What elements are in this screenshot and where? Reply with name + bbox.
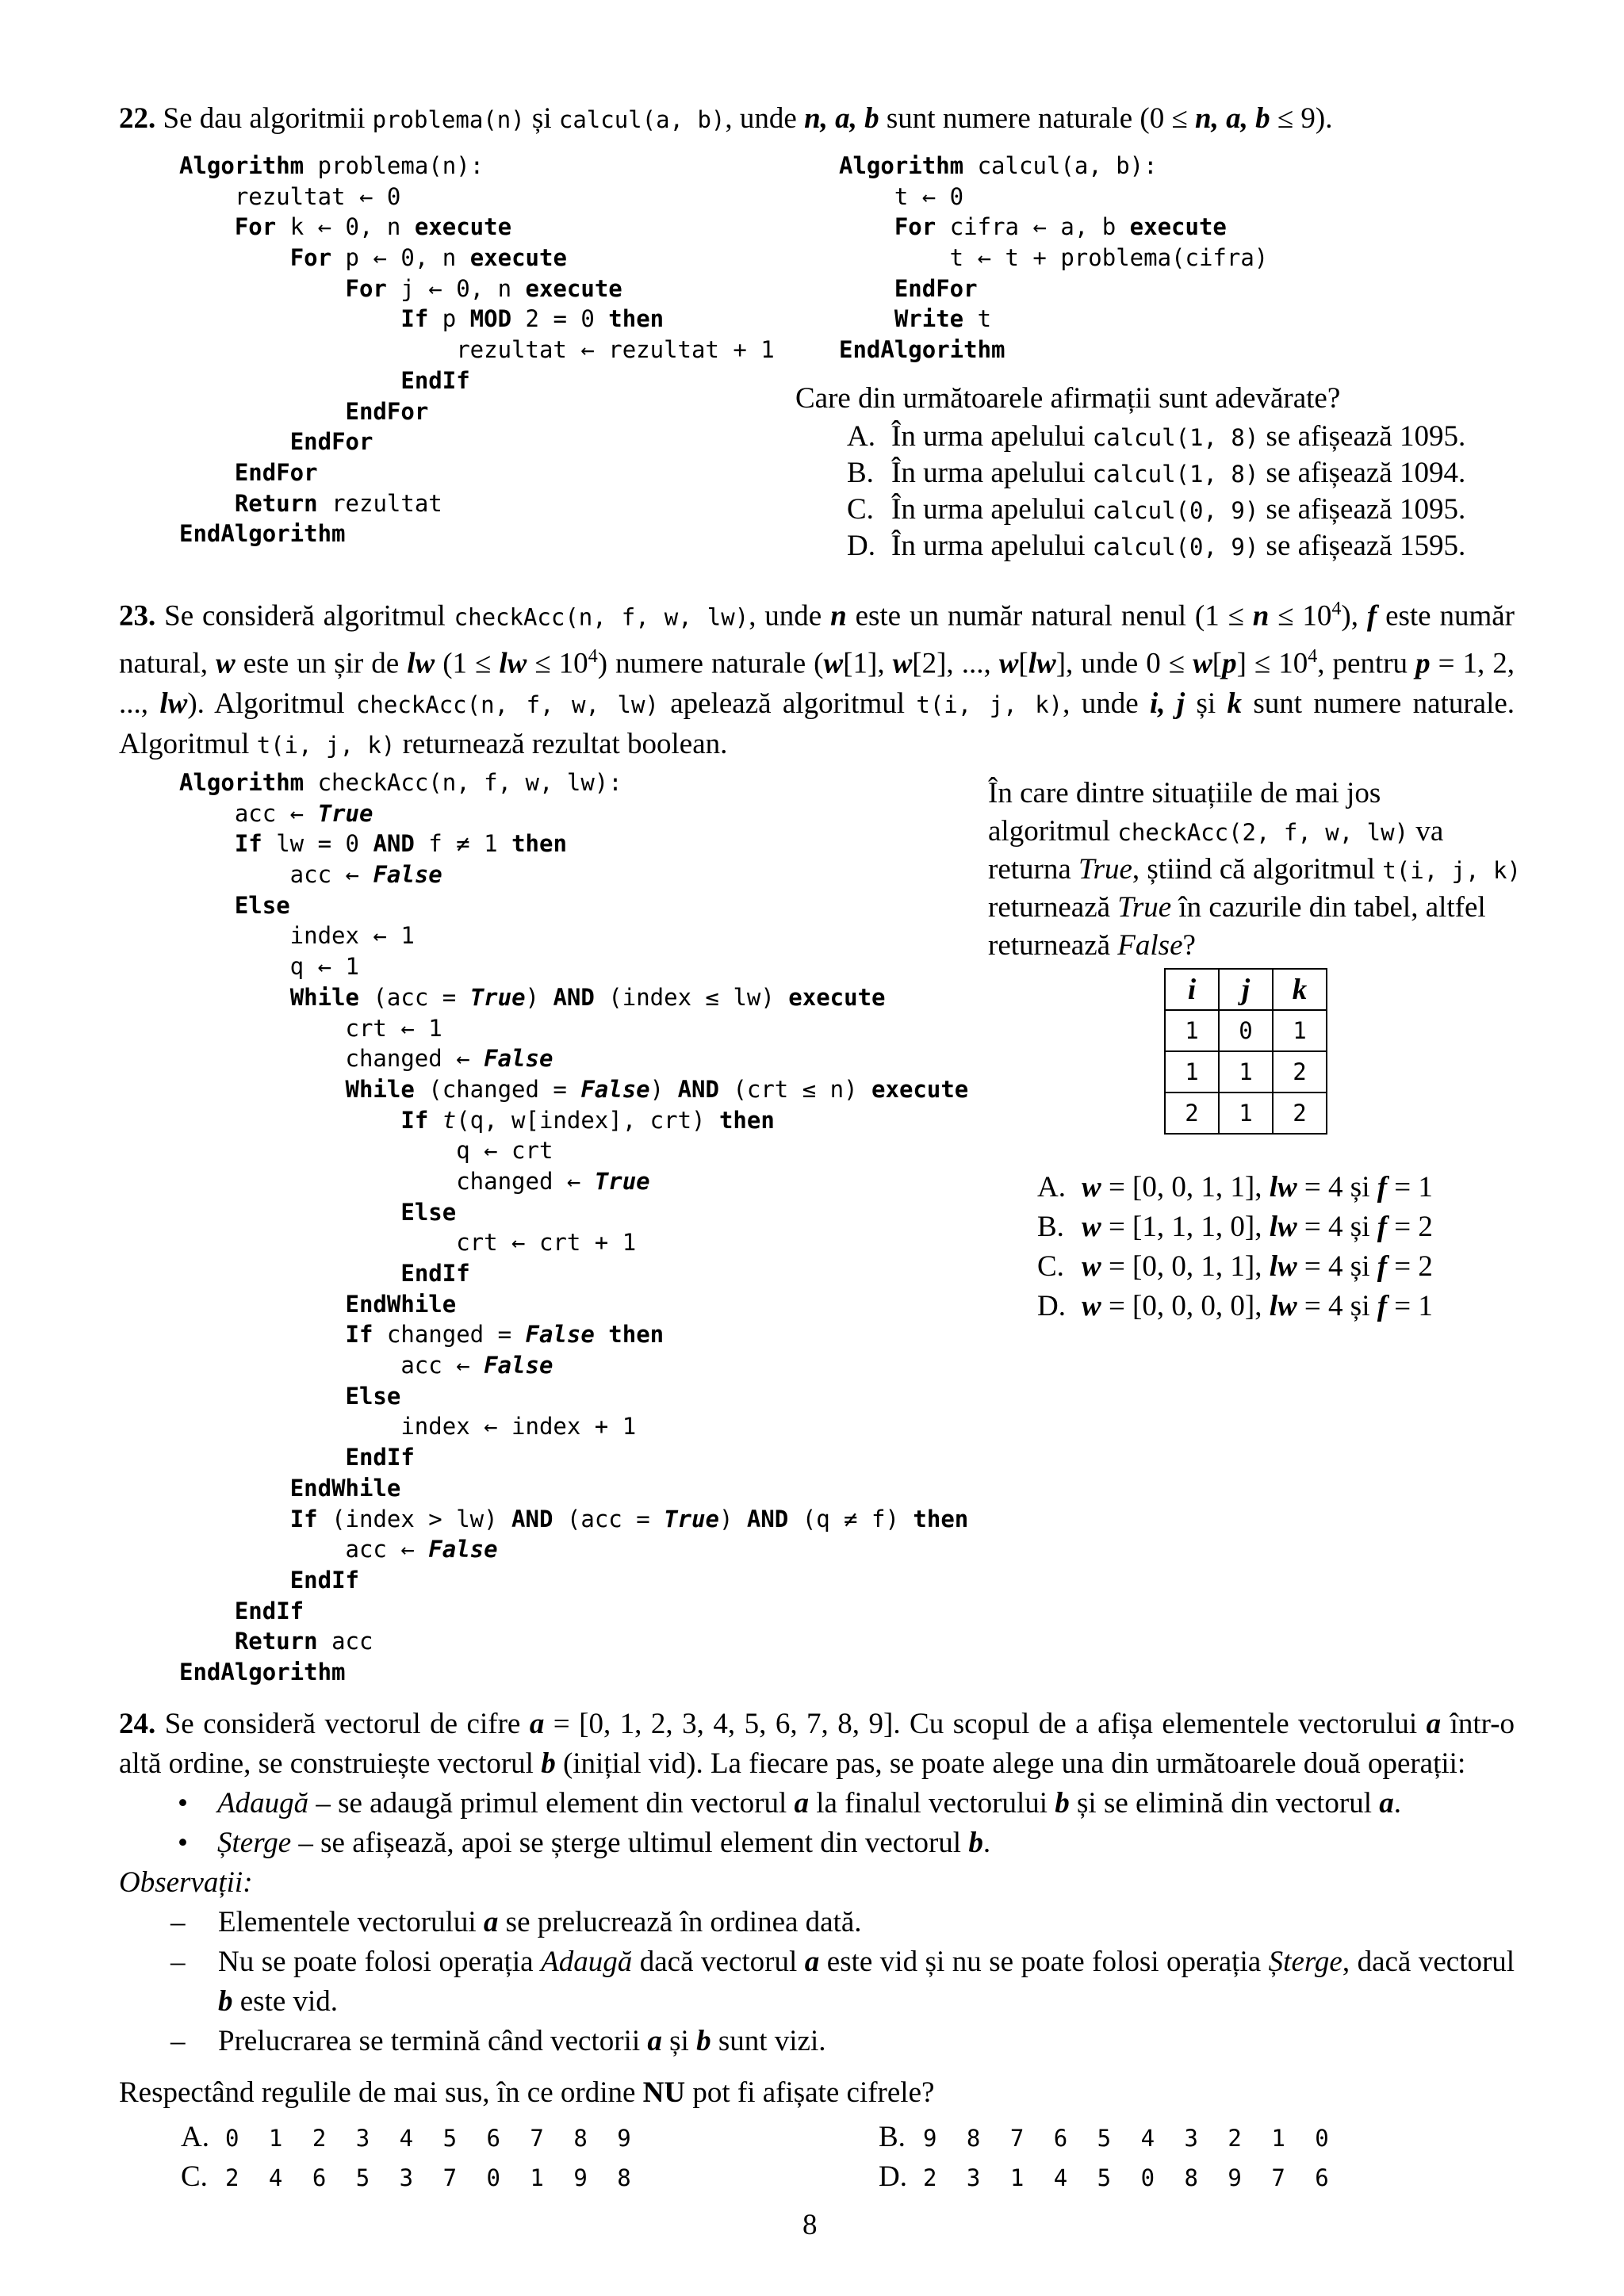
code-keyword: MOD	[469, 305, 512, 333]
code-keyword: AND	[511, 1505, 553, 1533]
code-token: crt ← 1	[179, 1014, 442, 1042]
code-keyword: then	[511, 830, 567, 858]
code-keyword: EndFor	[345, 397, 429, 425]
code-line	[179, 920, 968, 951]
code-keyword: If	[345, 1321, 373, 1349]
code-keyword: t	[442, 1106, 457, 1134]
q22-option-d[interactable]: D. În urma apelului calcul(0, 9) se afișează 1595.	[847, 530, 1466, 562]
code-token	[428, 1107, 442, 1134]
code-keyword: EndFor	[894, 274, 978, 302]
table-cell: 2	[1273, 1051, 1327, 1093]
q23-option-c[interactable]: C. w = [0, 0, 1, 1], lw = 4 și f = 2	[1037, 1250, 1433, 1283]
q22-statement: 22. Se dau algoritmii problema(n) și calcul(a, b), unde n, a, b sunt numere naturale (0 ≤ n, a, b ≤ 9).	[119, 102, 1333, 135]
code-keyword: then	[608, 1321, 665, 1349]
code-token: )	[649, 1075, 678, 1103]
code-keyword: For	[345, 274, 387, 302]
code-line	[179, 982, 968, 1013]
code-token: index ← index + 1	[179, 1413, 637, 1441]
code-keyword: EndWhile	[289, 1474, 401, 1502]
code-keyword: execute	[871, 1075, 969, 1103]
code-token	[179, 984, 290, 1011]
code-keyword: EndAlgorithm	[179, 1658, 346, 1686]
code-token	[179, 830, 235, 857]
code-token: acc ←	[179, 1352, 485, 1380]
q22-option-c[interactable]: C. În urma apelului calcul(0, 9) se afișează 1095.	[847, 493, 1466, 526]
code-keyword: False	[484, 1045, 553, 1073]
dash-icon: –	[170, 1946, 186, 1978]
code-token	[179, 1567, 290, 1594]
code-token	[179, 398, 346, 425]
q22-number: 22.	[119, 102, 156, 135]
q24-statement: 24. Se consideră vectorul de cifre a = [0, 1, 2, 3, 4, 5, 6, 7, 8, 9]. Cu scopul de a afișa elementele vectorului a într-o altă ordine, se construiește vectorul b (inițial vid). La fiecare pas, se poate alege una din următoarele două operații:	[119, 1708, 1515, 1780]
code-keyword: Algorithm	[179, 152, 304, 179]
q23-option-b[interactable]: B. w = [1, 1, 1, 0], lw = 4 și f = 2	[1037, 1211, 1433, 1243]
code-token: (q ≠ f)	[788, 1505, 914, 1533]
code-keyword: then	[718, 1106, 775, 1134]
code-keyword: then	[608, 305, 665, 333]
code-token: (crt ≤ n)	[718, 1075, 872, 1103]
code-keyword: Algorithm	[179, 769, 304, 796]
code-line	[179, 335, 775, 365]
table-cell: 1	[1219, 1051, 1273, 1093]
code-token: q ← crt	[179, 1137, 553, 1165]
code-line	[179, 1350, 968, 1381]
table-cell: 1	[1165, 1010, 1219, 1051]
page-number: 8	[802, 2209, 818, 2241]
code-keyword: True	[317, 799, 373, 827]
code-keyword: While	[289, 983, 359, 1011]
code-keyword: AND	[746, 1505, 789, 1533]
code-keyword: AND	[553, 983, 595, 1011]
code-keyword: EndFor	[234, 458, 318, 486]
code-keyword: EndIf	[289, 1566, 359, 1594]
code-line	[179, 519, 775, 549]
dash-icon: –	[170, 2025, 186, 2057]
code-token: problema(n):	[304, 152, 485, 179]
code-token	[179, 1444, 346, 1471]
table-header-k: k	[1273, 969, 1327, 1010]
code-line	[179, 1043, 968, 1074]
code-token	[179, 490, 235, 517]
table-row	[1165, 1093, 1327, 1134]
code-token	[839, 275, 894, 302]
table-header-row	[1165, 969, 1327, 1010]
code-keyword: False	[580, 1075, 650, 1103]
code-line	[179, 1565, 968, 1596]
code-line	[179, 1473, 968, 1504]
code-keyword: EndIf	[400, 1260, 470, 1287]
code-line	[179, 828, 968, 859]
code-line	[179, 1258, 968, 1289]
q23-side-line-5: returnează False?	[988, 929, 1196, 962]
code-token	[179, 305, 400, 332]
code-token	[839, 305, 894, 332]
code-line	[179, 1411, 968, 1442]
code-keyword: If	[400, 1106, 429, 1134]
code-line	[179, 1319, 968, 1350]
code-token: (acc =	[359, 983, 470, 1011]
code-line	[179, 1197, 968, 1228]
code-token: )	[525, 983, 553, 1011]
code-line	[179, 365, 775, 396]
code-keyword: execute	[525, 274, 622, 302]
table-cell: 2	[1165, 1093, 1219, 1134]
code-token: acc ←	[179, 799, 318, 827]
code-keyword: execute	[788, 983, 886, 1011]
code-token: (index ≤ lw)	[594, 983, 789, 1011]
code-token: (acc =	[553, 1505, 665, 1533]
code-line	[179, 457, 775, 488]
code-token: j ← 0, n	[386, 274, 526, 302]
code-line	[839, 182, 1268, 212]
code-keyword: then	[913, 1505, 969, 1533]
code-token	[179, 244, 290, 271]
code-line	[839, 243, 1268, 274]
code-keyword: Write	[894, 305, 964, 333]
code-token: t	[963, 305, 992, 333]
code-token	[179, 1321, 346, 1348]
code-line	[179, 1105, 968, 1136]
q23-side-line-1: În care dintre situațiile de mai jos	[988, 777, 1381, 809]
code-line	[179, 859, 968, 890]
code-keyword: EndIf	[400, 366, 470, 394]
code-token: k ← 0, n	[276, 213, 415, 241]
code-line	[179, 890, 968, 921]
q24-dash-2	[170, 1942, 1515, 2022]
bullet-dot-icon: •	[178, 1787, 188, 1820]
code-line	[179, 1596, 968, 1627]
q23-number: 23.	[119, 599, 156, 633]
code-keyword: False	[525, 1321, 595, 1349]
code-token: rezultat ← rezultat + 1	[179, 336, 775, 364]
code-token: q ← 1	[179, 953, 359, 981]
code-line	[179, 274, 775, 304]
q24-option-a[interactable]: A. 0 1 2 3 4 5 6 7 8 9	[181, 2121, 639, 2153]
q24-dash-3: – Prelucrarea se termină când vectorii a și b sunt vizi.	[170, 2022, 825, 2061]
code-token	[179, 1475, 290, 1502]
q23-side-line-4: returnează True în cazurile din tabel, altfel	[988, 891, 1486, 924]
code-token	[595, 1321, 608, 1348]
code-keyword: If	[400, 305, 429, 333]
code-token	[179, 459, 235, 486]
table-cell: 0	[1219, 1010, 1273, 1051]
code-token: lw = 0	[262, 830, 373, 858]
q23-side-line-3: returna True, știind că algoritmul t(i, j, k)	[988, 853, 1521, 886]
q22-calcul-code	[839, 151, 1268, 365]
code-token: rezultat	[317, 489, 442, 517]
code-line	[179, 1227, 968, 1258]
code-line	[179, 1013, 968, 1044]
code-line	[839, 304, 1268, 335]
code-token	[179, 367, 400, 394]
code-keyword: EndIf	[345, 1444, 415, 1471]
code-token: calcul(a, b):	[963, 152, 1158, 179]
code-line	[179, 1504, 968, 1535]
code-keyword: Else	[400, 1198, 457, 1226]
q23-ijk-table	[1164, 968, 1327, 1135]
code-token	[179, 275, 346, 302]
q24-option-b[interactable]: B. 9 8 7 6 5 4 3 2 1 0	[879, 2121, 1337, 2153]
code-line	[179, 1381, 968, 1412]
code-token: (index > lw)	[317, 1505, 512, 1533]
q23-side-line-2: algoritmul checkAcc(2, f, w, lw) va	[988, 815, 1444, 848]
code-line	[179, 1289, 968, 1320]
code-keyword: EndAlgorithm	[839, 336, 1005, 364]
code-line	[839, 274, 1268, 304]
code-token: checkAcc(n, f, w, lw):	[304, 769, 622, 796]
code-keyword: If	[289, 1505, 318, 1533]
code-token: p ← 0, n	[331, 244, 470, 272]
code-keyword: EndIf	[234, 1597, 304, 1624]
code-token: acc ←	[179, 861, 373, 889]
code-token: rezultat ← 0	[179, 182, 401, 210]
table-cell: 1	[1219, 1093, 1273, 1134]
code-keyword: True	[469, 983, 526, 1011]
code-line	[839, 335, 1268, 365]
q24-dash-2-text: Nu se poate folosi operația Adaugă dacă vectorul a este vid și nu se poate folosi operația Șterge, dacă vectorul b este vid.	[218, 1946, 1515, 2018]
code-line	[179, 212, 775, 243]
q24-bullet-adauga: • Adaugă – se adaugă primul element din vectorul a la finalul vectorului b și se elimină din vectorul a.	[178, 1784, 1401, 1823]
code-keyword: Return	[234, 489, 318, 517]
code-line	[179, 951, 968, 982]
code-keyword: AND	[373, 830, 415, 858]
code-token	[839, 213, 894, 240]
code-keyword: EndAlgorithm	[179, 520, 346, 548]
table-header-j: j	[1219, 969, 1273, 1010]
q22-question: Care din următoarele afirmații sunt adevărate?	[795, 382, 1341, 415]
code-token	[179, 1383, 346, 1410]
q24-dash-1: – Elementele vectorului a se prelucrează în ordinea dată.	[170, 1903, 862, 1942]
code-line	[179, 1626, 968, 1657]
code-token: (q, w[index], crt)	[456, 1106, 719, 1134]
code-keyword: EndWhile	[345, 1290, 457, 1318]
code-token: acc ←	[179, 1536, 429, 1563]
code-token: crt ← crt + 1	[179, 1229, 637, 1257]
code-keyword: execute	[414, 213, 512, 241]
code-token	[179, 1628, 235, 1655]
q24-option-d[interactable]: D. 2 3 1 4 5 0 8 9 7 6	[879, 2160, 1337, 2193]
table-cell: 2	[1273, 1093, 1327, 1134]
code-keyword: While	[345, 1075, 415, 1103]
code-keyword: AND	[677, 1075, 719, 1103]
code-token	[179, 1291, 346, 1318]
code-keyword: False	[428, 1536, 498, 1563]
code-token: changed ←	[179, 1045, 485, 1073]
bullet-dot-icon: •	[178, 1827, 188, 1859]
code-keyword: Return	[234, 1628, 318, 1655]
table-cell: 1	[1273, 1010, 1327, 1051]
code-keyword: If	[234, 830, 262, 858]
code-keyword: For	[234, 213, 277, 241]
q24-observations-heading: Observații:	[119, 1866, 253, 1899]
code-keyword: Else	[234, 891, 290, 919]
table-cell: 1	[1165, 1051, 1219, 1093]
code-token: (changed =	[414, 1075, 581, 1103]
code-token	[179, 428, 290, 455]
code-keyword: execute	[469, 244, 567, 272]
code-line	[179, 427, 775, 457]
code-line	[179, 1657, 968, 1688]
code-token	[179, 1598, 235, 1624]
code-line	[179, 767, 968, 798]
code-line	[179, 1166, 968, 1197]
code-token: cifra ← a, b	[936, 213, 1130, 241]
code-token	[179, 1506, 290, 1533]
code-line	[179, 1135, 968, 1166]
q22-option-a[interactable]: A. În urma apelului calcul(1, 8) se afișează 1095.	[847, 420, 1466, 453]
q24-bullet-sterge: • Șterge – se afișează, apoi se șterge ultimul element din vectorul b.	[178, 1823, 990, 1863]
code-line	[179, 1442, 968, 1473]
code-line	[179, 151, 775, 182]
q24-question: Respectând regulile de mai sus, în ce ordine NU pot fi afișate cifrele?	[119, 2076, 935, 2109]
code-keyword: Algorithm	[839, 152, 964, 179]
code-keyword: True	[664, 1505, 719, 1533]
code-keyword: execute	[1129, 213, 1227, 241]
q23-statement: 23. Se consideră algoritmul checkAcc(n, f, w, lw), unde n este un număr natural nenul $(1 \le n \le 10^4)$, f este număr natural, w este un șir de lw (1 ≤ lw ≤ $10^4$) numere naturale (w[1], w[2], ..., w[lw], unde $0 \le w[p] \le 10^4$, pentru p = 1, 2, ..., lw). Algoritmul checkAcc(n, f, w, lw) apelează algoritmul t(i, j, k), unde i, j și k sunt numere naturale. Algoritmul t(i, j, k) returnează rezultat boolean.	[119, 599, 1515, 760]
code-keyword: For	[894, 213, 936, 241]
q23-option-d[interactable]: D. w = [0, 0, 0, 0], lw = 4 și f = 1	[1037, 1290, 1433, 1322]
code-line	[179, 1074, 968, 1105]
table-header-i: i	[1165, 969, 1219, 1010]
code-line	[839, 151, 1268, 182]
dash-icon: –	[170, 1906, 186, 1938]
code-token: t ← t + problema(cifra)	[839, 244, 1269, 272]
code-line	[179, 488, 775, 519]
code-keyword: False	[373, 861, 442, 889]
code-token: p	[428, 305, 470, 333]
q24-option-c[interactable]: C. 2 4 6 5 3 7 0 1 9 8	[181, 2160, 639, 2193]
q23-option-a[interactable]: A. w = [0, 0, 1, 1], lw = 4 și f = 1	[1037, 1171, 1433, 1203]
code-keyword: Else	[345, 1382, 401, 1410]
code-token	[179, 1107, 400, 1134]
code-token	[179, 1199, 400, 1226]
table-row	[1165, 1010, 1327, 1051]
code-token: acc	[317, 1628, 373, 1655]
code-token: t ← 0	[839, 182, 964, 210]
code-line	[839, 212, 1268, 243]
q23-checkacc-code	[179, 767, 968, 1688]
code-token: index ← 1	[179, 922, 415, 950]
code-line	[179, 243, 775, 274]
code-line	[179, 1534, 968, 1565]
code-line	[179, 182, 775, 212]
code-line	[179, 798, 968, 829]
code-token: f ≠ 1	[414, 830, 512, 858]
code-token: changed ←	[179, 1167, 595, 1195]
code-token: )	[718, 1505, 747, 1533]
code-token: changed =	[373, 1321, 526, 1349]
code-line	[179, 304, 775, 335]
code-token	[179, 892, 235, 919]
code-keyword: False	[484, 1352, 553, 1380]
code-line	[179, 396, 775, 427]
code-keyword: For	[289, 244, 332, 272]
q22-option-b[interactable]: B. În urma apelului calcul(1, 8) se afișează 1094.	[847, 457, 1466, 489]
code-keyword: EndFor	[289, 428, 373, 456]
table-row	[1165, 1051, 1327, 1093]
q22-problema-code	[179, 151, 775, 549]
code-token: 2 = 0	[511, 305, 609, 333]
code-keyword: True	[594, 1167, 650, 1195]
code-token	[179, 1076, 346, 1103]
code-token	[179, 1260, 400, 1287]
code-token	[179, 213, 235, 240]
q24-number: 24.	[119, 1708, 156, 1740]
